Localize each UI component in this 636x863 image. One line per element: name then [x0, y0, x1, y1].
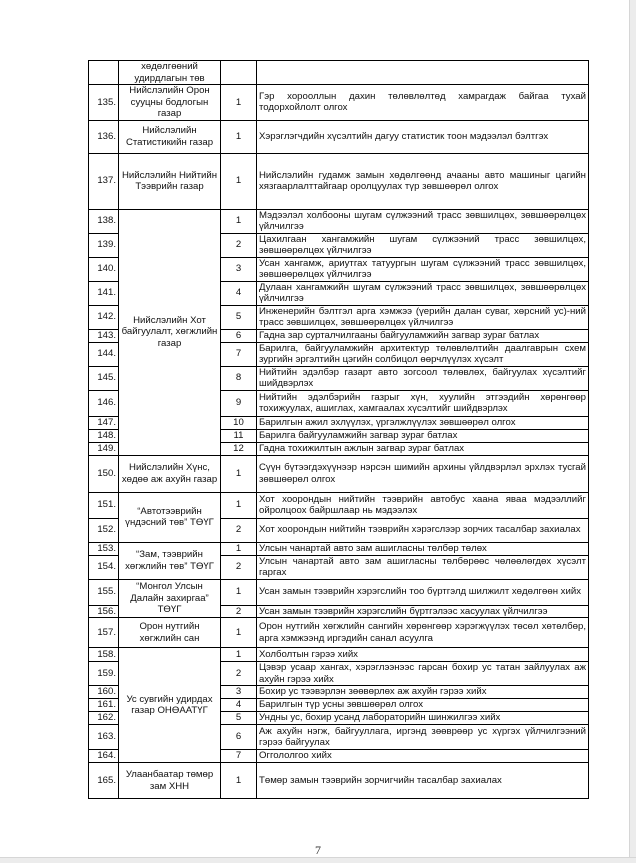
- index-cell: 9: [221, 390, 257, 416]
- row-number: 147.: [89, 416, 119, 429]
- description-cell: Усан хангамж, ариутгах татуургын шугам сүлжээний трасс зөвшилцөх, зөвшөөрөлцөх үйлчилгээ: [257, 257, 589, 281]
- row-number: 141.: [89, 281, 119, 305]
- description-cell: Цахилгаан хангамжийн шугам сүлжээний трасс зөвшилцөх, зөвшөөрөлцөх үйлчилгээ: [257, 233, 589, 257]
- table-row: [89, 455, 589, 492]
- index-cell: 5: [221, 712, 257, 725]
- description-cell: Оггололгоо хийх: [257, 750, 589, 763]
- row-number: 145.: [89, 366, 119, 390]
- index-cell: 11: [221, 429, 257, 442]
- row-number: 164.: [89, 750, 119, 763]
- services-table: [88, 60, 589, 799]
- index-cell: 1: [221, 648, 257, 662]
- index-cell: 8: [221, 366, 257, 390]
- row-number: 151.: [89, 492, 119, 518]
- table-row: [89, 120, 589, 153]
- row-number: 143.: [89, 329, 119, 342]
- row-number: 148.: [89, 429, 119, 442]
- table-row: [89, 85, 589, 121]
- description-cell: Усан замын тээврийн хэрэгслийн бүртгэлээс хасуулах үйлчилгээ: [257, 605, 589, 618]
- row-number: 157.: [89, 618, 119, 648]
- description-cell: Гадна тохижилтын ажлын загвар зураг батлах: [257, 442, 589, 455]
- description-cell: Барилга байгууламжийн загвар зураг батлах: [257, 429, 589, 442]
- organization-cell: Орон нутгийн хөгжлийн сан: [119, 618, 221, 648]
- row-number: 161.: [89, 699, 119, 712]
- organization-cell: Нийслэлийн Орон сууцны бодлогын газар: [119, 85, 221, 121]
- organization-cell: Нийслэлийн Статистикийн газар: [119, 120, 221, 153]
- description-cell: Бохир ус тээвэрлэн зөөвөрлөх аж ахуйн гэрээ хийх: [257, 686, 589, 699]
- organization-cell: Ус сувгийн удирдах газар ОНӨААТҮГ: [119, 648, 221, 763]
- index-cell: 10: [221, 416, 257, 429]
- index-cell: 1: [221, 209, 257, 233]
- table-row: [89, 492, 589, 518]
- viewer-scrollbar-gutter: [629, 0, 636, 863]
- description-cell: Улсын чанартай авто зам ашигласны төлбөрөөс чөлөөлөгдөх хүсэлт гаргах: [257, 555, 589, 579]
- index-cell: 2: [221, 662, 257, 686]
- index-cell: 1: [221, 85, 257, 121]
- organization-cell: Нийслэлийн Хүнс, хөдөө аж ахуйн газар: [119, 455, 221, 492]
- index-cell: 4: [221, 281, 257, 305]
- index-cell: 6: [221, 329, 257, 342]
- organization-cell: хөдөлгөөний удирдлагын төв: [119, 61, 221, 85]
- index-cell: 1: [221, 763, 257, 799]
- organization-cell: Улаанбаатар төмөр зам ХНН: [119, 763, 221, 799]
- row-number: 137.: [89, 153, 119, 209]
- index-cell: 1: [221, 153, 257, 209]
- row-number: 165.: [89, 763, 119, 799]
- description-cell: Дулаан хангамжийн шугам сүлжээний трасс зөвшилцөх, зөвшөөрөлцөх үйлчилгээ: [257, 281, 589, 305]
- row-number: [89, 61, 119, 85]
- description-cell: Инженерийн бэлтгэл арга хэмжээ (үерийн далан суваг, хөрсний ус)-ний трасс зөвшилцөх, зөвшөөрөлцөх үйлчилгээ: [257, 305, 589, 329]
- viewer-page-gap: [0, 857, 636, 863]
- description-cell: Нийтийн эдэлбэр газарт авто зогсоол төлөвлөх, байгуулах хүсэлтийг шийдвэрлэх: [257, 366, 589, 390]
- organization-cell: “Монгол Улсын Далайн захиргаа” ТӨҮГ: [119, 579, 221, 618]
- index-cell: 1: [221, 120, 257, 153]
- index-cell: 7: [221, 342, 257, 366]
- table-row: [89, 542, 589, 555]
- index-cell: [221, 61, 257, 85]
- description-cell: Сүүн бүтээгдэхүүнээр нэрсэн шимийн архины үйлдвэрлэл эрхлэх тусгай зөвшөөрөл олгох: [257, 455, 589, 492]
- row-number: 160.: [89, 686, 119, 699]
- description-cell: Хот хоорондын нийтийн тээврийн автобус хаана явaa мэдээллийг ойролцоох байршлаар нь мэдээлэх: [257, 492, 589, 518]
- row-number: 136.: [89, 120, 119, 153]
- table-row: [89, 579, 589, 605]
- row-number: 152.: [89, 518, 119, 542]
- description-cell: Гэр хорооллын дахин төлөвлөлтөд хамрагдаж байгаа тухай тодорхойлолт олгох: [257, 85, 589, 121]
- organization-cell: Нийслэлийн Хот байгуулалт, хөгжлийн газар: [119, 209, 221, 455]
- description-cell: Аж ахуйн нэгж, байгууллага, иргэнд зөөврөөр ус хүргэх үйлчилгээний гэрээ байгуулах: [257, 725, 589, 750]
- row-number: 155.: [89, 579, 119, 605]
- description-cell: Мэдээлэл холбооны шугам сүлжээний трасс зөвшилцөх, зөвшөөрөлцөх үйлчилгээ: [257, 209, 589, 233]
- description-cell: Нийслэлийн гудамж замын хөдөлгөөнд ачааны авто машиныг цагийн хязгаарлалттайгаар оролцуулах түр зөвшөөрөл олгох: [257, 153, 589, 209]
- row-number: 142.: [89, 305, 119, 329]
- description-cell: Холболтын гэрээ хийх: [257, 648, 589, 662]
- index-cell: 1: [221, 492, 257, 518]
- description-cell: [257, 61, 589, 85]
- index-cell: 12: [221, 442, 257, 455]
- row-number: 158.: [89, 648, 119, 662]
- row-number: 162.: [89, 712, 119, 725]
- index-cell: 1: [221, 579, 257, 605]
- index-cell: 3: [221, 686, 257, 699]
- index-cell: 5: [221, 305, 257, 329]
- index-cell: 2: [221, 233, 257, 257]
- organization-cell: “Зам, тээврийн хөгжлийн төв” ТӨҮГ: [119, 542, 221, 579]
- row-number: 153.: [89, 542, 119, 555]
- index-cell: 4: [221, 699, 257, 712]
- description-cell: Гадна зар сурталчилгааны байгууламжийн загвар зураг батлах: [257, 329, 589, 342]
- description-cell: Усан замын тээврийн хэрэгслийн тоо бүртгэлд шилжилт хөдөлгөөн хийх: [257, 579, 589, 605]
- description-cell: Барилгын ажил эхлүүлэх, үргэлжлүүлэх зөвшөөрөл олгох: [257, 416, 589, 429]
- table-row: [89, 209, 589, 233]
- row-number: 163.: [89, 725, 119, 750]
- description-cell: Цэвэр усаар хангах, хэрэглээнээс гарсан бохир ус татан зайлуулах аж ахуйн гэрээ хийх: [257, 662, 589, 686]
- row-number: 139.: [89, 233, 119, 257]
- table-row: [89, 648, 589, 662]
- index-cell: 2: [221, 605, 257, 618]
- description-cell: Орон нутгийн хөгжлийн сангийн хөрөнгөөр хэрэгжүүлэх төсөл хөтөлбөр, арга хэмжээнд иргэдийн санал асуулга: [257, 618, 589, 648]
- index-cell: 1: [221, 618, 257, 648]
- table-row: [89, 618, 589, 648]
- row-number: 140.: [89, 257, 119, 281]
- organization-cell: Нийслэлийн Нийтийн Тээврийн газар: [119, 153, 221, 209]
- description-cell: Нийтийн эдэлбэрийн газрыг хүн, хуулийн этгээдийн хөрөнгөөр тохижуулах, ашиглах, хамгаалах хүсэлтийг шийдвэрлэх: [257, 390, 589, 416]
- table-row: [89, 153, 589, 209]
- row-number: 138.: [89, 209, 119, 233]
- description-cell: Хот хоорондын нийтийн тээврийн хэрэгслээр зорчих тасалбар захиалах: [257, 518, 589, 542]
- index-cell: 3: [221, 257, 257, 281]
- description-cell: Барилга, байгууламжийн архитектур төлөвлөлтийн даалгаврын схем зургийн эргэлтийн цэгийн солбицол өөрчлүүлэх хүсэлт: [257, 342, 589, 366]
- index-cell: 1: [221, 542, 257, 555]
- row-number: 149.: [89, 442, 119, 455]
- index-cell: 6: [221, 725, 257, 750]
- description-cell: Барилгын түр усны зөвшөөрөл олгох: [257, 699, 589, 712]
- index-cell: 1: [221, 455, 257, 492]
- row-number: 156.: [89, 605, 119, 618]
- row-number: 154.: [89, 555, 119, 579]
- index-cell: 2: [221, 555, 257, 579]
- page-number: 7: [315, 843, 321, 857]
- description-cell: Хэрэглэгчдийн хүсэлтийн дагуу статистик тоон мэдээлэл бэлтгэх: [257, 120, 589, 153]
- table-row-continuation: [89, 61, 589, 85]
- organization-cell: “Автотээврийн үндэсний төв” ТӨҮГ: [119, 492, 221, 542]
- index-cell: 7: [221, 750, 257, 763]
- table-row: [89, 763, 589, 799]
- row-number: 146.: [89, 390, 119, 416]
- description-cell: Улсын чанартай авто зам ашигласны төлбөр төлөх: [257, 542, 589, 555]
- index-cell: 2: [221, 518, 257, 542]
- description-cell: Төмөр замын тээврийн зорчигчийн тасалбар захиалах: [257, 763, 589, 799]
- row-number: 144.: [89, 342, 119, 366]
- description-cell: Ундны ус, бохир усанд лабораторийн шинжилгээ хийх: [257, 712, 589, 725]
- row-number: 135.: [89, 85, 119, 121]
- row-number: 150.: [89, 455, 119, 492]
- row-number: 159.: [89, 662, 119, 686]
